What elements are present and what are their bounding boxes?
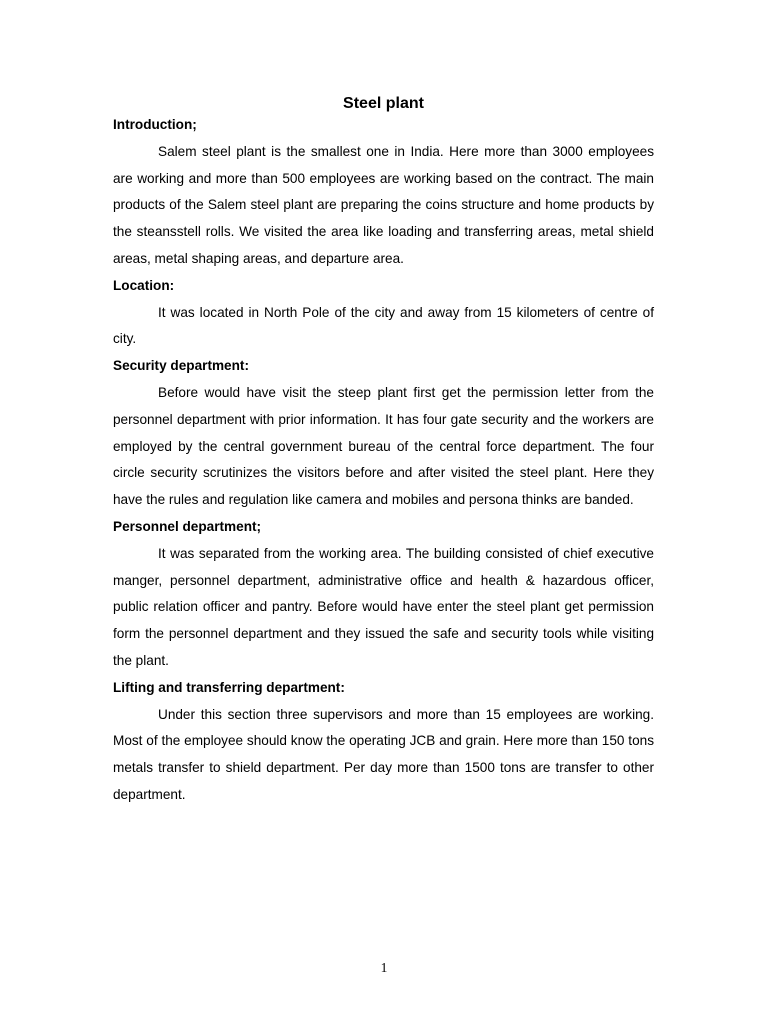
section-paragraph: It was separated from the working area. The building consisted of chief executive manger, personnel department, administrative office and health & hazardous officer, public relation officer and pantry. Before would have enter the steel plant get permission form the personnel department and they issued the safe and security tools while visiting the plant. [113,545,654,668]
section-location [113,273,654,353]
page-number: 1 [380,960,388,975]
section-heading: Location: [113,277,175,293]
section-paragraph: It was located in North Pole of the city and away from 15 kilometers of centre of city. [113,304,654,347]
section-personnel-department [113,514,654,675]
section-security-department [113,353,654,514]
section-heading: Introduction; [113,117,197,132]
section-introduction [113,112,654,273]
section-paragraph: Under this section three supervisors and more than 15 employees are working. Most of the employee should know the operating JCB and grain. Here more than 150 tons metals transfer to shield department. Per day more than 1500 tons are transfer to other department. [113,706,654,802]
section-heading: Security department: [113,358,249,374]
section-paragraph: Salem steel plant is the smallest one in India. Here more than 3000 employees are working and more than 500 employees are working based on the contract. The main products of the Salem steel plant are preparing the coins structure and home products by the steansstell rolls. We visited the area like loading and transferring areas, metal shield areas, metal shaping areas, and departure area. [113,143,654,266]
section-lifting-transferring-department [113,675,654,809]
section-paragraph: Before would have visit the steep plant first get the permission letter from the personnel department with prior information. It has four gate security and the workers are employed by the central government bureau of the central force department. The four circle security scrutinizes the visitors before and after visited the steel plant. Here they have the rules and regulation like camera and mobiles and persona thinks are banded. [113,384,654,508]
document-body [113,92,654,809]
section-heading: Personnel department; [113,518,262,534]
section-heading: Lifting and transferring department: [113,679,345,695]
page-title: Steel plant [343,95,424,112]
